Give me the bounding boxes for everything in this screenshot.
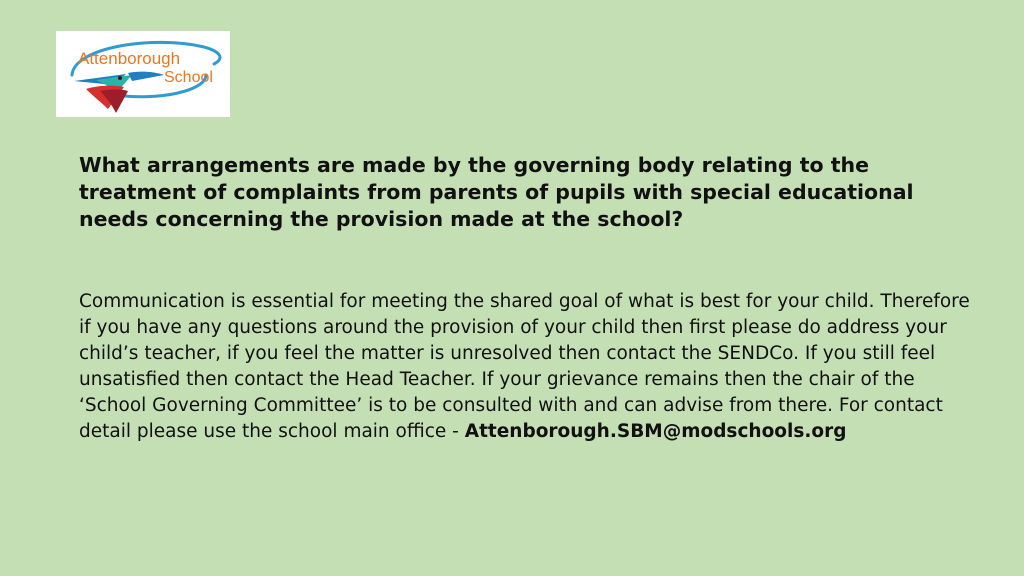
question-heading: What arrangements are made by the governing body relating to the treatment of complaints from parents of pupils with special educational needs concerning the provision made at the school? [79,153,914,231]
school-logo [56,31,230,117]
contact-email: Attenborough.SBM@modschools.org [464,421,847,442]
logo-line2-text: School [164,69,213,86]
logo-line1-text: Attenborough [78,49,181,68]
answer-text: Communication is essential for meeting the shared goal of what is best for your child. Therefore if you have any questions around the provision of your child then first please do address your child’s teacher, if you feel the matter is unresolved then contact the SENDCo. If you still feel unsatisfied then contact the Head Teacher. If your grievance remains then the chair of the ‘School Governing Committee’ is to be consulted with and can advise from there. For contact detail please use the school main office - [79,291,970,442]
answer-paragraph [79,289,979,445]
school-logo-graphic [56,31,230,117]
